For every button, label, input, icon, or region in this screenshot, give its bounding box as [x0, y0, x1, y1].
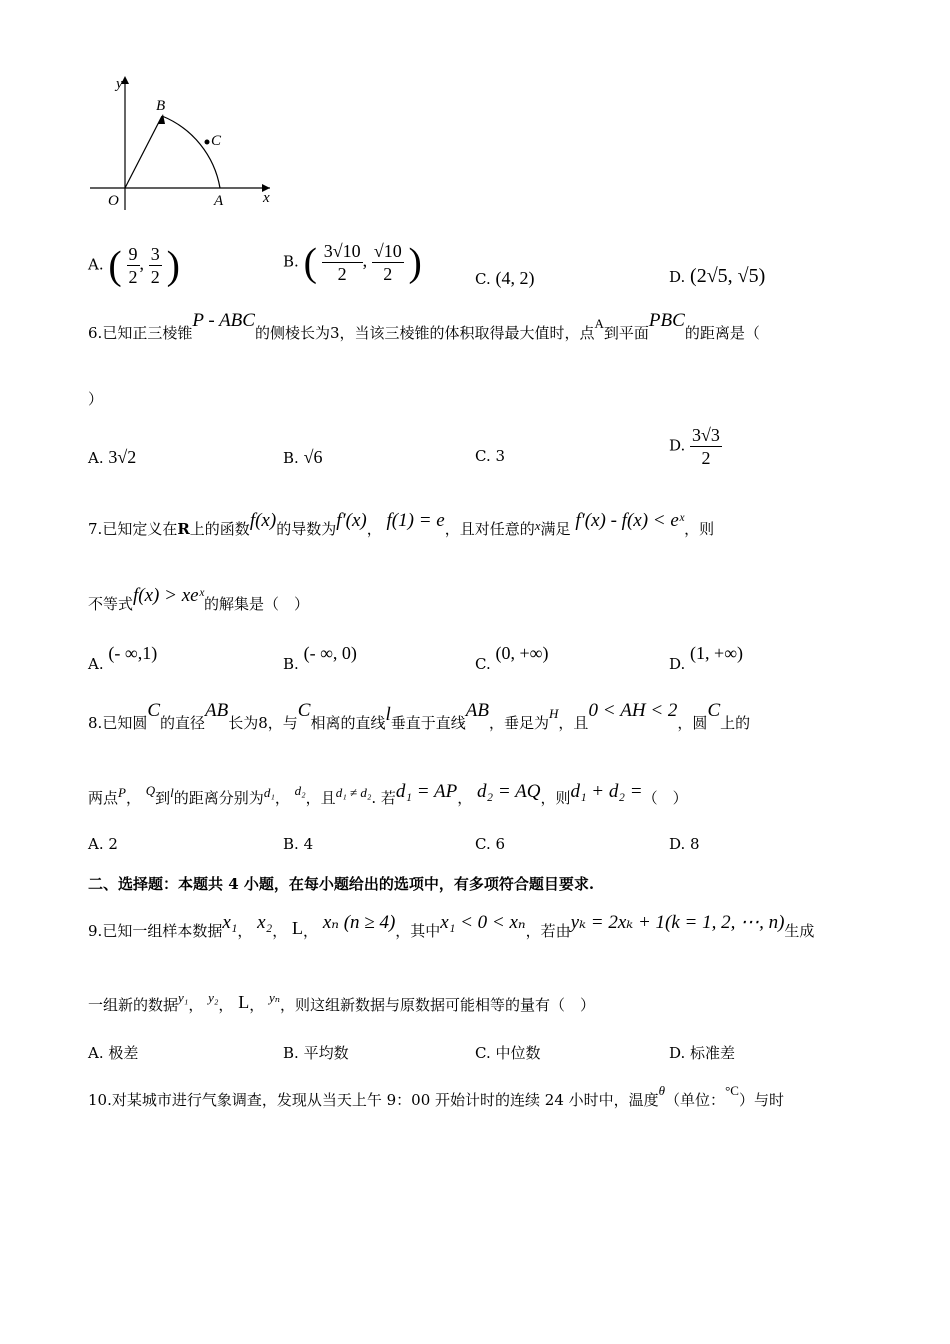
option-letter: A.	[88, 255, 104, 274]
q9-option-b[interactable]: B. 平均数	[283, 1044, 349, 1062]
fraction: $\frac{9}{2}$	[128, 244, 138, 287]
q5-option-b[interactable]: B. ( $\frac{3√10}{2}$ , $\frac{√10}{2}$ )	[283, 239, 422, 285]
vector-OB	[125, 116, 162, 188]
q6-stem: 6.已知正三棱锥P - ABC的侧棱长为3，当该三棱锥的体积取得最大值时，点A到平面PBC的距离是（	[88, 310, 760, 342]
q7-option-d[interactable]: D. (1, +∞)	[669, 643, 744, 673]
q7-option-b[interactable]: B. (- ∞, 0)	[283, 643, 357, 673]
q10-stem: 10.对某城市进行气象调查，发现从当天上午 9：00 开始计时的连续 24 小时中，温度θ（单位：°C）与时	[88, 1083, 784, 1109]
vector-arrow-icon	[158, 114, 165, 124]
q8-stem-line1: 8.已知圆C的直径AB长为8，与C相离的直线l垂直于直线AB，垂足为H，且0 < AH < 2，圆C上的	[88, 700, 751, 732]
q9-option-c[interactable]: C. 中位数	[475, 1044, 541, 1062]
option-letter: B.	[283, 252, 299, 271]
option-expr: (4, 2)	[495, 268, 535, 288]
q6-option-c[interactable]: C. 3	[475, 447, 506, 465]
option-letter: C.	[475, 270, 491, 288]
q7-option-a[interactable]: A. (- ∞,1)	[88, 643, 158, 673]
label-O: O	[108, 193, 119, 209]
q7-stem-line2: 不等式f(x) > xeˣ的解集是（ ）	[88, 585, 309, 613]
point-C	[205, 140, 210, 145]
q6-option-a[interactable]: A. 3√2	[88, 447, 137, 467]
fraction: $\frac{3√10}{2}$	[323, 241, 361, 284]
q8-option-d[interactable]: D. 8	[669, 835, 700, 853]
fraction: $\frac{3}{2}$	[150, 244, 160, 287]
option-letter: D.	[669, 268, 686, 286]
label-B: B	[156, 98, 166, 114]
q7-stem-line1: 7.已知定义在R上的函数f(x)的导数为f′(x)， f(1) = e，且对任意的x满足 f′(x) - f(x) < eˣ，则	[88, 510, 715, 538]
q6-stem-end: ）	[88, 390, 104, 408]
q9-stem-line2: 一组新的数据y₁， y₂， L， yₙ，则这组新数据与原数据可能相等的量有（ ）	[88, 990, 596, 1014]
arc-AB	[162, 116, 220, 188]
fraction: $\frac{3√3}{2}$	[692, 425, 720, 468]
q9-option-a[interactable]: A. 极差	[88, 1044, 139, 1062]
section-heading: 二、选择题：本题共 4 小题，在每小题给出的选项中，有多项符合题目要求.	[88, 875, 595, 893]
q9-stem-line1: 9.已知一组样本数据x₁， x₂， L， xₙ (n ≥ 4)，其中x₁ < 0 < xₙ，若由yₖ = 2xₖ + 1(k = 1, 2, ⋯, n)生成	[88, 912, 815, 940]
label-A: A	[214, 193, 224, 209]
q9-option-d[interactable]: D. 标准差	[669, 1044, 736, 1062]
q6-option-d[interactable]: D. $\frac{3√3}{2}$	[669, 425, 720, 468]
q8-option-c[interactable]: C. 6	[475, 835, 506, 853]
q8-option-b[interactable]: B. 4	[283, 835, 314, 853]
q5-option-a[interactable]: A. ( $\frac{9}{2}$ , $\frac{3}{2}$ )	[88, 242, 180, 288]
q6-option-b[interactable]: B. √6	[283, 447, 323, 467]
fraction: $\frac{√10}{2}$	[373, 241, 402, 284]
q5-option-d[interactable]	[669, 265, 765, 288]
label-C: C	[211, 133, 222, 149]
quarter-circle-figure	[80, 70, 280, 215]
q8-stem-line2: 两点P， Q到l的距离分别为d₁， d₂，且d₁ ≠ d₂. 若d₁ = AP， d₂ = AQ，则d₁ + d₂ =（ ）	[88, 781, 688, 807]
q7-option-c[interactable]: C. (0, +∞)	[475, 643, 549, 673]
q5-option-c[interactable]	[475, 268, 535, 289]
label-y: y	[116, 76, 123, 92]
label-x: x	[263, 190, 270, 206]
option-expr: (2√5, √5)	[690, 265, 766, 287]
q8-option-a[interactable]: A. 2	[88, 835, 118, 853]
